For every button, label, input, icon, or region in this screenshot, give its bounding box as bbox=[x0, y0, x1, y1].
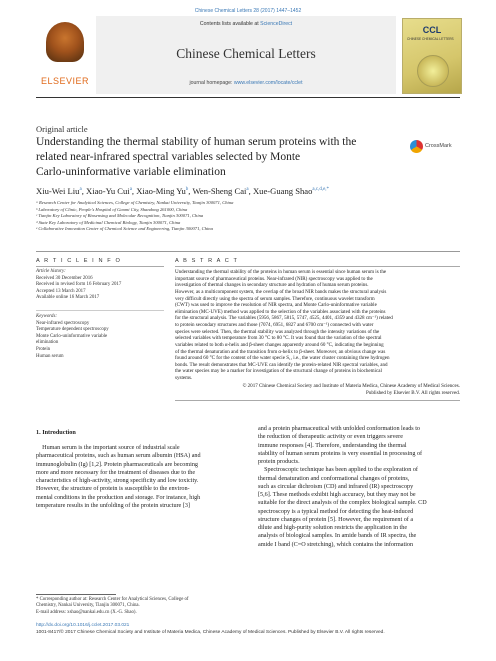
header-divider bbox=[36, 97, 460, 98]
body-line: protein products. bbox=[258, 459, 300, 465]
body-line: structure changes of protein [5]. However, the requirement of a bbox=[258, 516, 414, 523]
author-affil-mark[interactable]: a bbox=[129, 187, 132, 193]
elsevier-tree-icon bbox=[46, 22, 84, 62]
abstract-line: However, as a multicomponent system, the overlap of the broad NIR bands makes the structural analysis bbox=[175, 288, 387, 295]
journal-citation: Chinese Chemical Letters 28 (2017) 1447–1452 bbox=[194, 8, 302, 14]
author-affil-mark[interactable]: a bbox=[79, 187, 82, 193]
body-line: mental conditions in the production and storage. For instance, high bbox=[36, 494, 201, 501]
author-name[interactable]: Xue-Guang Shao bbox=[252, 186, 313, 196]
body-line: characteristics of high-activity, strong specificity and low toxicity. bbox=[36, 478, 199, 484]
keyword: Monte Carlo-uninformative variable bbox=[36, 333, 108, 339]
corresponding-author-footnote bbox=[36, 597, 246, 616]
abstract-body bbox=[175, 269, 460, 382]
abstract-divider bbox=[175, 266, 460, 267]
body-line: more and more necessary for the treatment of diseases due to the bbox=[36, 469, 196, 476]
author-affil-mark[interactable]: b bbox=[185, 187, 189, 193]
body-line: and a protein pharmaceutical with unfolded conformation leads to bbox=[258, 426, 420, 432]
footnote-divider bbox=[36, 594, 116, 595]
history-item: Received 30 December 2016 bbox=[36, 275, 93, 281]
abstract-copyright bbox=[175, 383, 460, 396]
info-divider bbox=[36, 266, 164, 267]
abstract-line: very difficult directly using the spectra of serum samples. Therefore, continuous wavelet transform bbox=[175, 295, 375, 302]
cover-subtitle: CHINESE CHEMICAL LETTERS bbox=[407, 37, 454, 41]
elsevier-logo[interactable] bbox=[36, 18, 94, 92]
homepage-link[interactable]: www.elsevier.com/locate/cclet bbox=[233, 80, 303, 86]
author-list: Xiu-Wei Liu$^a$, Xiao-Yu Cui$^a$, Xiao-Ming Yu$^b$, Wen-Sheng Cai$^a$, Xue-Guang Shao$^{a,c,d,e,*}$ bbox=[36, 186, 330, 196]
affiliation: ᵃ Research Center for Analytical Sciences, College of Chemistry, Nankai University, Tianjin 300071, China bbox=[36, 200, 234, 205]
history-item: Accepted 13 March 2017 bbox=[36, 288, 86, 294]
intro-left-column bbox=[36, 444, 246, 510]
keywords-heading: Keywords: bbox=[36, 314, 58, 319]
body-line: such as circular dichroism (CD) and infrared (IR) spectroscopy bbox=[258, 483, 414, 490]
body-line: the reduction of therapeutic activity or even triggers severe bbox=[258, 434, 403, 441]
abstract-line: Understanding the thermal stability of the proteins in human serum is essential since human serum is the bbox=[175, 269, 387, 275]
author-name[interactable]: Xiao-Yu Cui bbox=[86, 186, 130, 196]
keyword: elimination bbox=[36, 340, 59, 346]
abstract-line: of the thermal denaturation and the transition from α-helix to β-sheet. Moreover, an obvious change was bbox=[175, 348, 386, 355]
body-line: [5,6]. These methods exhibit high accuracy, but they may not be bbox=[258, 492, 416, 498]
copyright-line: © 2017 Chinese Chemical Society and Institute of Materia Medica, Chinese Academy of Medical Sciences. bbox=[242, 383, 460, 389]
author-name[interactable]: Xiu-Wei Liu bbox=[36, 186, 80, 196]
keyword: Protein bbox=[36, 346, 51, 352]
author-affil-mark[interactable]: a,c,d,e,* bbox=[312, 187, 330, 193]
footnote-email[interactable]: E-mail address: xshao@nankai.edu.cn (X.-G. Shao). bbox=[36, 609, 137, 615]
author-name[interactable]: Xiao-Ming Yu bbox=[136, 186, 186, 196]
contents-prefix: Contents lists available at bbox=[199, 21, 261, 27]
intro-heading: 1. Introduction bbox=[36, 429, 76, 436]
body-line: spectroscopy is a typical method for detecting the heat-induced bbox=[258, 508, 414, 515]
homepage-prefix: journal homepage: bbox=[189, 80, 234, 86]
affiliations bbox=[36, 200, 460, 233]
body-line: stability of human serum proteins is very essential in processing of bbox=[258, 450, 423, 457]
article-type: Original article bbox=[36, 124, 88, 134]
contents-line bbox=[96, 21, 396, 27]
body-line: However, the structure of protein is susceptible to the environ- bbox=[36, 486, 190, 493]
title-line: Carlo-uninformative variable elimination bbox=[36, 166, 226, 178]
keywords bbox=[36, 314, 164, 360]
body-line: Human serum is the important source of industrial scale bbox=[36, 445, 180, 451]
abstract-line: selected variables with temperature from 30 °C to 80 °C. It was found that the variation of the spectral bbox=[175, 335, 382, 342]
journal-name: Chinese Chemical Letters bbox=[176, 46, 316, 61]
abstract-line: for the structural analysis. The variables (5956, 5867, 5815, 5747, 4525, 4401, 4359 and 4328 cm⁻¹) related bbox=[175, 315, 393, 322]
cover-title: CCL bbox=[422, 25, 442, 35]
keyword: Temperature dependent spectroscopy bbox=[36, 327, 109, 333]
doi-link[interactable]: http://dx.doi.org/10.1016/j.cclet.2017.03.021 bbox=[36, 623, 130, 628]
sciencedirect-link[interactable]: ScienceDirect bbox=[260, 21, 293, 27]
history-heading: Article history: bbox=[36, 269, 66, 274]
affiliation: ᵉ Collaborative Innovation Center of Chemical Science and Engineering, Tianjin 300071, China bbox=[36, 226, 213, 232]
article-info-heading: A R T I C L E I N F O bbox=[36, 258, 122, 264]
info-divider bbox=[36, 310, 164, 311]
issn-line: 1001-8417/© 2017 Chinese Chemical Society and Institute of Materia Medica, Chinese Academy of Medical Sciences. Published by Elsevier B.V. All rights reserved. bbox=[36, 630, 385, 635]
history-item: Received in revised form 16 February 2017 bbox=[36, 282, 122, 288]
title-line: Understanding the thermal stability of human serum proteins with the bbox=[36, 136, 357, 148]
crossmark-label: CrossMark bbox=[425, 143, 452, 149]
crossmark-icon bbox=[410, 140, 423, 153]
body-line: suitable for the direct analysis of the complex biological sample. CD bbox=[258, 500, 427, 507]
abstract-line: important source of pharmaceutical proteins. Near-infrared (NIR) spectroscopy was applied to the bbox=[175, 275, 373, 282]
copyright-line: Published by Elsevier B.V. All rights reserved. bbox=[366, 389, 460, 396]
abstract-line: variables related to both α-helix and β-sheet changes apparently around 60 °C, indicating the beginning bbox=[175, 341, 384, 348]
abstract-line: to protein secondary structures and those (7074, 6951, 6827 and 6700 cm⁻¹) connected with water bbox=[175, 322, 374, 328]
body-line: temperature results in the unfolding of the protein structure [3] bbox=[36, 502, 190, 509]
article-history bbox=[36, 269, 164, 302]
history-item: Available online 16 March 2017 bbox=[36, 295, 100, 301]
body-line: thermal denaturation and conformational changes of proteins, bbox=[258, 475, 410, 482]
abstract-line: systems. bbox=[175, 375, 193, 381]
abstract-line: bonds. The result demonstrates that MC-UVE can identify the protein-related NIR spectral variables, and bbox=[175, 361, 388, 368]
footnote-line: Chemistry, Nankai University, Tianjin 300071, China. bbox=[36, 603, 140, 609]
affiliation: ᵇ Laboratory of Clinic, People's Hospital of Gaomi City, Shandong 261000, China bbox=[36, 206, 188, 212]
body-line: amide I band (C=O stretching), which contains the information bbox=[258, 541, 414, 548]
abstract-line: elimination (MC-UVE) method was applied to the selection of the variables associated with the proteins bbox=[175, 308, 386, 315]
abstract-line: found around 60 °C for the content of the water specie S₁, i.e., the water cluster containing three hydrogen bbox=[175, 355, 390, 362]
author-name[interactable]: Wen-Sheng Cai bbox=[192, 186, 247, 196]
affiliation: ᶜ Tianjin Key Laboratory of Biosensing and Molecular Recognition, Tianjin 300071, China bbox=[36, 213, 204, 219]
abstract-line: (CWT) was used to improve the resolution of NIR spectra, and Monte Carlo-uninformative variable bbox=[175, 302, 377, 309]
title-line: related near-infrared spectral variables selected by Monte bbox=[36, 151, 301, 163]
intro-right-column bbox=[258, 425, 460, 549]
body-line: immune responses [4]. Therefore, understanding the thermal bbox=[258, 442, 407, 449]
homepage-line bbox=[96, 80, 396, 86]
journal-header bbox=[36, 16, 460, 94]
keyword: Near-infrared spectroscopy bbox=[36, 320, 90, 326]
body-line: dilute and high-purity solution restricts the application in the bbox=[258, 525, 408, 531]
abstract-heading: A B S T R A C T bbox=[175, 258, 239, 264]
body-line: analysis of biological samples. In amide bands of IR spectra, the bbox=[258, 533, 417, 540]
body-line: Spectroscopic technique has been applied to the exploration of bbox=[258, 467, 418, 474]
abstract-end-divider bbox=[175, 400, 460, 401]
section-divider bbox=[36, 251, 460, 252]
elsevier-logo-text: ELSEVIER bbox=[40, 76, 90, 86]
body-line: immunoglobulin (Ig) [1,2]. Protein pharmaceuticals are becoming bbox=[36, 461, 198, 468]
keyword: Human serum bbox=[36, 353, 64, 359]
crossmark-badge[interactable] bbox=[410, 140, 462, 154]
abstract-line: species were selected. Then, the thermal stability was analyzed through the intensity variations of the bbox=[175, 328, 380, 335]
cover-graphic bbox=[417, 55, 449, 87]
journal-cover-image[interactable] bbox=[402, 18, 462, 94]
affiliation: ᵈ State Key Laboratory of Medicinal Chemical Biology, Tianjin 300071, China bbox=[36, 219, 181, 225]
abstract-line: investigation of thermal changes in secondary structure and hydration of human serum proteins. bbox=[175, 282, 369, 289]
abstract-line: the water species may be a marker for investigation of the structural change of proteins in biochemical bbox=[175, 368, 382, 375]
body-line: pharmaceutical proteins, such as human serum albumin (HSA) and bbox=[36, 453, 201, 460]
article-title bbox=[36, 135, 396, 180]
footnote-line: * Corresponding author at: Research Center for Analytical Sciences, College of bbox=[36, 597, 189, 602]
author-affil-mark[interactable]: a bbox=[246, 187, 249, 193]
